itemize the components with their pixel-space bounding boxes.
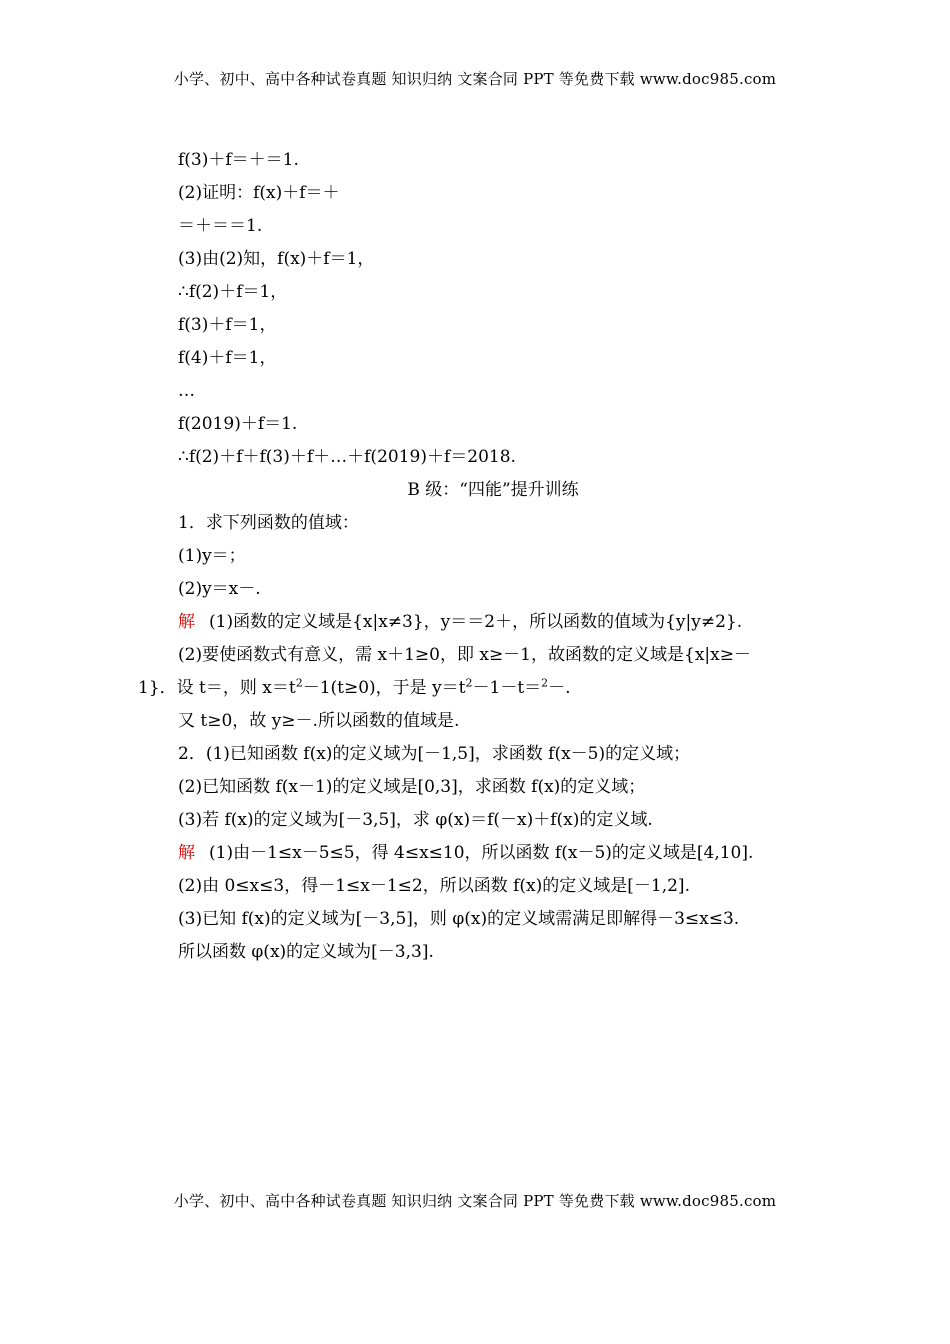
solution-1-line-2: (2)要使函数式有意义，需 x＋1≥0，即 x≥－1，故函数的定义域是{x|x≥－ <box>178 645 751 665</box>
question-2: 2．(1)已知函数 f(x)的定义域为[－1,5]，求函数 f(x－5)的定义域； <box>178 744 691 764</box>
solution-1-line-1 <box>178 606 798 639</box>
document-body <box>138 144 798 969</box>
solution-line: … <box>178 381 195 401</box>
solution-text: (1)由－1≤x－5≤5，得 4≤x≤10，所以函数 f(x－5)的定义域是[4,10]. <box>209 843 754 863</box>
solution-line: (2)证明：f(x)＋f＝＋ <box>178 183 340 203</box>
solution-2-line-3: (3)已知 f(x)的定义域为[－3,5]，则 φ(x)的定义域需满足即解得－3≤x≤3. <box>178 909 740 929</box>
solution-line: f(4)＋f＝1， <box>178 348 277 368</box>
solution-label: 解 <box>178 612 195 632</box>
solution-line: ＝＋＝＝1. <box>178 216 263 236</box>
solution-text: 1}．设 t＝，则 x＝t <box>138 678 296 698</box>
section-title: B 级：“四能”提升训练 <box>407 480 579 500</box>
superscript: 2 <box>295 676 303 690</box>
solution-line: f(2019)＋f＝1. <box>178 414 298 434</box>
question-1: 1．求下列函数的值域： <box>178 513 359 533</box>
solution-line: f(3)＋f＝1， <box>178 315 277 335</box>
solution-text: －1－t＝ <box>472 678 542 698</box>
superscript: 2 <box>541 676 549 690</box>
question-1-part-2: (2)y＝x－. <box>178 579 261 599</box>
solution-line: ∴f(2)＋f＝1， <box>178 282 288 302</box>
solution-line: f(3)＋f＝＋＝1. <box>178 150 299 170</box>
solution-line: ∴f(2)＋f＋f(3)＋f＋…＋f(2019)＋f＝2018. <box>178 447 516 467</box>
solution-text: －1(t≥0)，于是 y＝t <box>302 678 466 698</box>
solution-text: －. <box>548 678 571 698</box>
solution-1-line-3 <box>138 672 798 705</box>
solution-line: (3)由(2)知，f(x)＋f＝1， <box>178 249 375 269</box>
page-header: 小学、初中、高中各种试卷真题 知识归纳 文案合同 PPT 等免费下载 www.doc985.com <box>173 70 777 88</box>
question-1-part-1: (1)y＝； <box>178 546 246 566</box>
solution-2-line-4: 所以函数 φ(x)的定义域为[－3,3]. <box>178 942 434 962</box>
solution-2-line-1 <box>178 837 798 870</box>
solution-2-line-2: (2)由 0≤x≤3，得－1≤x－1≤2，所以函数 f(x)的定义域是[－1,2]. <box>178 876 690 896</box>
page-footer: 小学、初中、高中各种试卷真题 知识归纳 文案合同 PPT 等免费下载 www.doc985.com <box>173 1192 777 1210</box>
solution-1-line-4: 又 t≥0，故 y≥－.所以函数的值域是. <box>178 711 460 731</box>
question-2-part-3: (3)若 f(x)的定义域为[－3,5]，求 φ(x)＝f(－x)＋f(x)的定义域. <box>178 810 653 830</box>
question-2-part-2: (2)已知函数 f(x－1)的定义域是[0,3]，求函数 f(x)的定义域； <box>178 777 646 797</box>
superscript: 2 <box>465 676 473 690</box>
solution-label: 解 <box>178 843 195 863</box>
solution-text: (1)函数的定义域是{x|x≠3}，y＝＝2＋，所以函数的值域为{y|y≠2}. <box>209 612 743 632</box>
